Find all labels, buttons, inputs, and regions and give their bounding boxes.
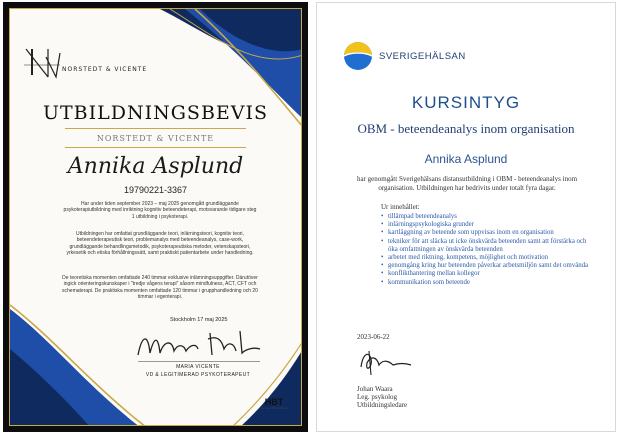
hbt-badge-text: Lärosäte HBT-certifierat [260, 407, 288, 410]
hbt-logo: HBT [264, 397, 284, 407]
nv-monogram-logo [22, 43, 62, 83]
issue-date: 2023-06-22 [357, 333, 390, 341]
list-item: • inlärningspsykologiska grunder [381, 221, 597, 229]
personal-number: 19790221-3367 [123, 185, 188, 195]
certificate-frame [9, 8, 302, 426]
place-date: Stockholm 17 maj 2025 [170, 317, 228, 323]
list-item: • arbetet med riktning, kompetens, möjlighet och motivation [381, 254, 597, 262]
list-item: • tekniker för att släcka ut icke önskvärda beteenden samt att förstärka och öka omfattningen av önskvärda beteenden [381, 238, 597, 254]
utbildningsbevis-certificate [3, 2, 308, 432]
brand-text: NORSTEDT & VICENTE [62, 66, 148, 73]
list-item: • genomgång kring hur beteenden påverkar arbetsmiljön samt det omvända [381, 262, 597, 270]
hbt-badge [256, 397, 292, 419]
signer-role: Utbildningsledare [357, 401, 408, 409]
brand-name: SVERIGEHÄLSAN [379, 51, 466, 62]
sverigehalsan-logo-icon [343, 41, 373, 71]
divider [65, 128, 246, 129]
list-item: • konflikthantering mellan kollegor [381, 270, 597, 278]
body-paragraph-3: De teoretiska momenten omfattade 240 timmar exklusive inlämningsuppgifter. Därutöver ingick orienteringskunskaper i "tredje vågens terapi" såsom mindfulness, ACT, CFT och schematerapi. De praktiska momenten omfattade 120 timmar i grupphandledning och 20 timmar i egenterapi. [62, 275, 258, 301]
divider [65, 147, 246, 148]
signer-name: Johan Waara [357, 385, 393, 393]
signature-image [128, 325, 268, 365]
signer-title: Leg. psykolog [357, 393, 398, 401]
list-item: • tillämpad beteendeanalys [381, 213, 597, 221]
course-name: OBM - beteendeanalys inom organisation [357, 121, 575, 136]
signature-image [355, 345, 415, 379]
certificate-title: UTBILDNINGSBEVIS [42, 102, 269, 124]
signer-title: VD & LEGITIMERAD PSYKOTERAPEUT [145, 372, 251, 378]
recipient-name: Annika Asplund [424, 152, 508, 166]
kursintyg-certificate [316, 2, 616, 432]
signer-name: MARIA VICENTE [176, 364, 220, 370]
body-paragraph-2: Utbildningen har omfattat grundläggande teori, inlärningsteori, kognitiv teori, beteendeterapeutisk teori, problemanalys med beteendeanalys, case-work, grundläggande behandlingsmetodik, psykoterapeutiska metoder, vetenskapsteori, yrkesetik och etiska förhållningssätt, samt praktiskt patientarbete under handledning. [66, 231, 254, 257]
intro-text: har genomgått Sverigehälsans distansutbildning i OBM - beteendeanalys inom organisation. Utbildningen har bedrivits under totalt fyra dagar. [356, 175, 578, 192]
signature-line [138, 361, 260, 362]
list-item: • kartläggning av beteende som uppvisas inom en organisation [381, 229, 597, 237]
content-label: Ur innehållet: [381, 203, 420, 211]
body-paragraph-1: Har under tiden september 2023 – maj 2025 genomgått grundläggande psykoterapiutbildning med inriktning kognitiv beteendeterapi, motsvarande tidigare steg 1 utbildning i psykoterapi. [63, 201, 257, 220]
list-item: • kommunikation som beteende [381, 279, 597, 287]
content-list [381, 213, 597, 287]
recipient-name: Annika Asplund [67, 154, 244, 179]
certificate-title: KURSINTYG [411, 93, 521, 112]
organization-name: NORSTEDT & VICENTE [96, 134, 215, 143]
